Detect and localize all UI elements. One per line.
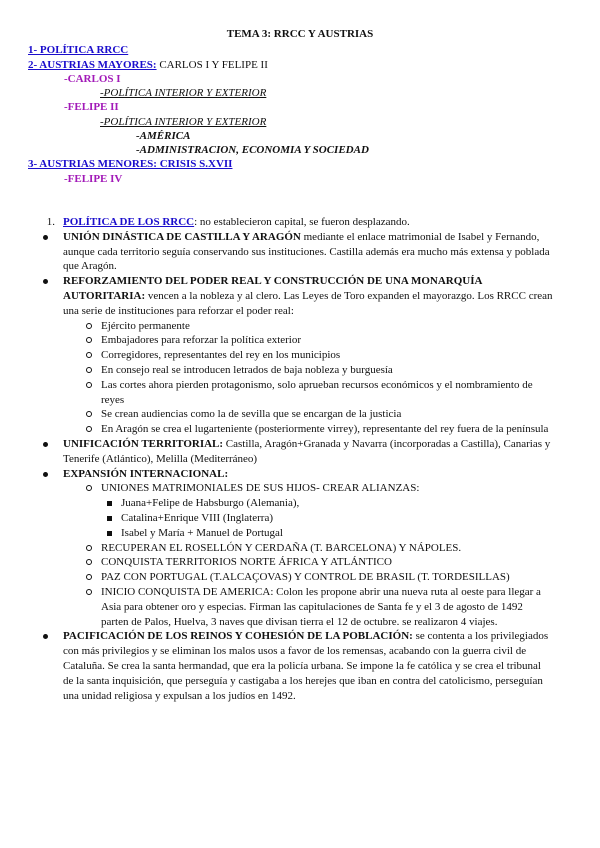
list-item: Corregidores, representantes del rey en los municipios — [101, 348, 553, 363]
numbered-item-1 — [46, 215, 553, 230]
outline-america: -AMÉRICA — [136, 130, 191, 142]
list-item: Embajadores para reforzar la política exterior — [101, 333, 553, 348]
bullet-reforzamiento — [63, 274, 553, 318]
list-item: En Aragón se crea el lugarteniente (posteriormente virrey), representante del rey fuera de la península — [101, 422, 553, 437]
list-item: Juana+Felipe de Habsburgo (Alemania), — [121, 496, 553, 511]
list-item: CONQUISTA TERRITORIOS NORTE ÁFRICA Y ATLÁNTICO — [101, 555, 553, 570]
list-item: Las cortes ahora pierden protagonismo, solo aprueban recursos económicos y el nombramiento de reyes — [101, 378, 553, 408]
outline-felipe: -FELIPE II — [64, 101, 119, 113]
document-body — [46, 215, 553, 703]
outline-item-2-rest: CARLOS I Y FELIPE II — [156, 59, 268, 71]
outline-item-3[interactable] — [28, 157, 232, 172]
outline-felipe4: -FELIPE IV — [64, 173, 123, 185]
outline-felipe-sub: -POLÍTICA INTERIOR Y EXTERIOR — [100, 116, 267, 128]
pacificacion-text: se contenta a los privilegiados con más privilegios y se eliminan los malos usos a favor de los remensas, acabando con la guerra civil de Cataluña. Se crea la santa hermandad, que era la policía urbana. Se impone la fe católica y se crea el tribunal de la santa inquisición, que perseguía y castigaba a los herejes que iban en contra del catolicismo, perseguían una unidad religiosa y expulsan a los judíos en 1492. — [63, 630, 549, 702]
union-text: mediante el enlace matrimonial de Isabel y Fernando, aunque cada territorio seguía conservando sus instituciones. Castilla además era mucho más extensa y poblada que Aragón. — [63, 230, 550, 273]
bullet-expansion — [63, 467, 553, 482]
outline-item-2[interactable] — [28, 58, 268, 73]
reforzamiento-heading: REFORZAMIENTO DEL PODER REAL Y CONSTRUCCIÓN DE UNA MONARQUÍA AUTORITARIA: — [63, 275, 482, 302]
page-title: TEMA 3: RRCC Y AUSTRIAS — [226, 28, 374, 40]
bullet-pacificacion — [63, 629, 553, 703]
unificacion-text: Castilla, Aragón+Granada y Navarra (incorporadas a Castilla), Canarias y Tenerife (Atlántico), Melilla (Mediterráneo) — [63, 437, 551, 465]
outline-item-1[interactable] — [28, 43, 128, 58]
union-heading: UNIÓN DINÁSTICA DE CASTILLA Y ARAGÓN — [63, 230, 301, 243]
list-item: UNIONES MATRIMONIALES DE SUS HIJOS- CREAR ALIANZAS: — [101, 481, 553, 496]
bullet-unificacion — [63, 437, 553, 467]
pacificacion-heading: PACIFICACIÓN DE LOS REINOS Y COHESIÓN DE LA POBLACIÓN: — [63, 630, 413, 643]
outline-carlos: -CARLOS I — [64, 73, 121, 85]
outline-link-2[interactable]: 2- AUSTRIAS MAYORES: — [28, 59, 157, 71]
list-item: Catalina+Enrique VIII (Inglaterra) — [121, 511, 553, 526]
outline-carlos-sub: -POLÍTICA INTERIOR Y EXTERIOR — [100, 87, 267, 99]
list-item: Ejército permanente — [101, 319, 553, 334]
list-item: Isabel y María + Manuel de Portugal — [121, 526, 553, 541]
rrcc-heading-link[interactable]: POLÍTICA DE LOS RRCC — [63, 216, 195, 228]
rrcc-text: : no establecieron capital, se fueron desplazando. — [194, 216, 410, 228]
list-item: En consejo real se introducen letrados de baja nobleza y burguesía — [101, 363, 553, 378]
list-item: RECUPERAN EL ROSELLÓN Y CERDAÑA (T. BARCELONA) Y NÁPOLES. — [101, 541, 553, 556]
expansion-heading: EXPANSIÓN INTERNACIONAL: — [63, 467, 229, 480]
list-item: PAZ CON PORTUGAL (T.ALCAÇOVAS) Y CONTROL DE BRASIL (T. TORDESILLAS) — [101, 570, 553, 585]
outline-admin: -ADMINISTRACION, ECONOMIA Y SOCIEDAD — [136, 144, 369, 156]
outline-link-3[interactable]: 3- AUSTRIAS MENORES: CRISIS S.XVII — [28, 158, 233, 170]
reforzamiento-text: vencen a la nobleza y al clero. Las Leyes de Toro expanden el mayorazgo. Los RRCC crean una serie de instituciones para reforzar el poder real: — [63, 289, 553, 317]
unificacion-heading: UNIFICACIÓN TERRITORIAL: — [63, 437, 224, 450]
list-item: Se crean audiencias como la de sevilla que se encargan de la justicia — [101, 407, 553, 422]
list-number: 1. — [46, 216, 55, 228]
outline-link-1[interactable]: 1- POLÍTICA RRCC — [28, 44, 129, 56]
list-item: INICIO CONQUISTA DE AMERICA: Colon les propone abrir una nueva ruta al oeste para llegar a Asia para obtener oro y especias. Firman las capitulaciones de Santa fe y el 3 de agosto de 1492 parten de Palos, Huelva, 3 naves que divisan tierra el 12 de octubre. se realizaron 4 viajes. — [101, 585, 553, 629]
bullet-union — [63, 230, 553, 274]
